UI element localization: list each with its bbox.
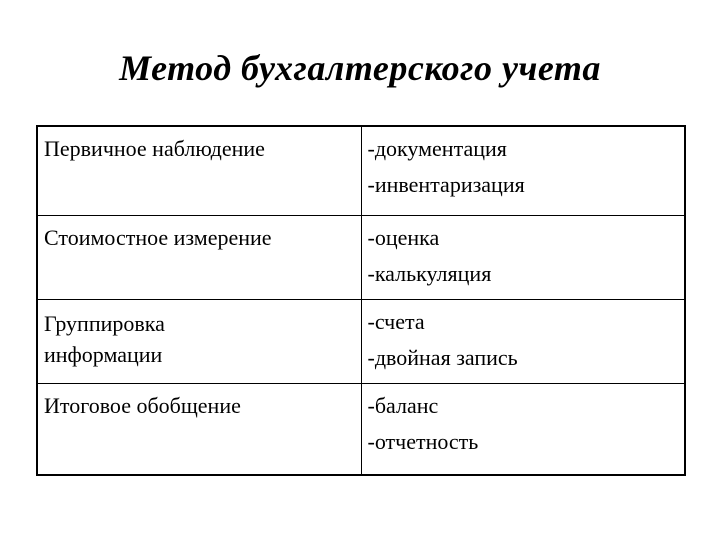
element-cell	[37, 126, 361, 215]
element-cell	[37, 215, 361, 299]
method-item: -калькуляция	[367, 260, 492, 286]
method-item: -баланс	[367, 392, 439, 418]
methods-cell	[361, 383, 685, 475]
table-row	[37, 299, 685, 383]
element-label-line: информации	[44, 341, 163, 367]
table-row	[37, 126, 685, 215]
method-item: -счета	[367, 308, 425, 334]
element-label: Итоговое обобщение	[44, 392, 241, 418]
element-label: Стоимостное измерение	[44, 224, 272, 250]
element-cell	[37, 299, 361, 383]
method-item: -документация	[367, 136, 507, 161]
table-row	[37, 215, 685, 299]
methods-cell	[361, 215, 685, 299]
method-item: -оценка	[367, 224, 440, 250]
method-table	[36, 125, 686, 476]
table-row	[37, 383, 685, 475]
element-label: Первичное наблюдение	[44, 136, 265, 161]
element-cell	[37, 383, 361, 475]
method-item: -отчетность	[367, 428, 479, 454]
element-label-line: Группировка	[44, 310, 165, 336]
method-item: -двойная запись	[367, 344, 518, 370]
methods-cell	[361, 126, 685, 215]
methods-cell	[361, 299, 685, 383]
page-title: Метод бухгалтерского учета	[119, 48, 601, 88]
method-item: -инвентаризация	[367, 172, 525, 197]
